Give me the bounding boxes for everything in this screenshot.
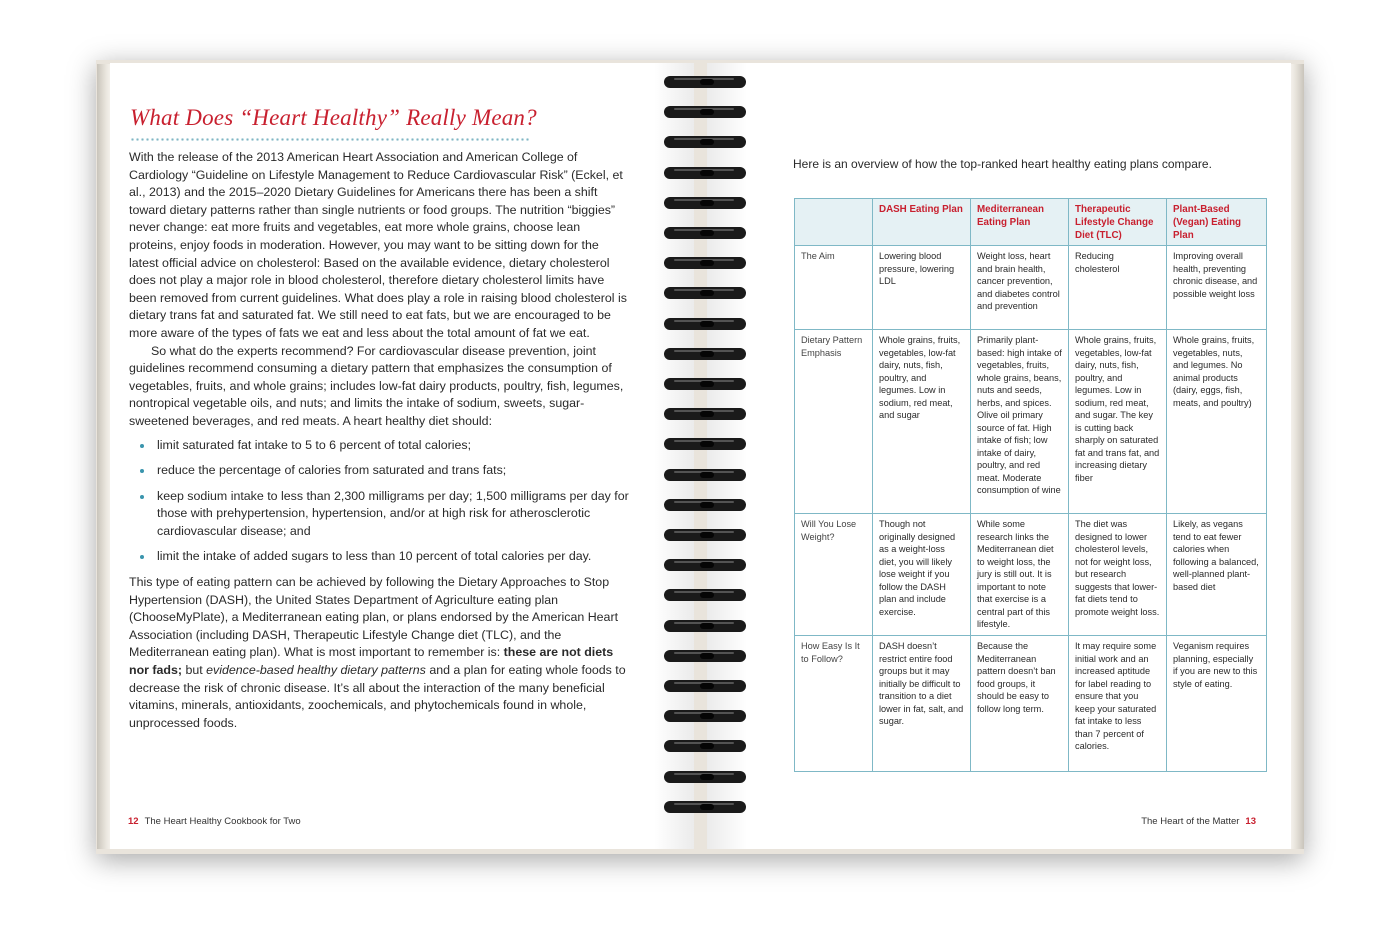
- spiral-coil: [658, 620, 750, 634]
- table-cell: DASH doesn’t restrict entire food groups but it may initially be difficult to transition to a diet lower in fat, salt, and sugar.: [873, 636, 971, 772]
- row-label: Will You Lose Weight?: [795, 514, 873, 636]
- table-cell: Likely, as vegans tend to eat fewer calories when following a balanced, well-planned plant-based diet: [1167, 514, 1267, 636]
- table-cell: Lowering blood pressure, lowering LDL: [873, 246, 971, 330]
- bullet-list: [129, 437, 629, 567]
- list-item-text: keep sodium intake to less than 2,300 milligrams per day; 1,500 milligrams per day for those with prehypertension, hypertension, and/or at high risk for atherosclerotic cardiovascular disease; and: [157, 488, 629, 538]
- bullet-icon: [140, 495, 144, 499]
- book-title: The Heart Healthy Cookbook for Two: [144, 816, 301, 827]
- left-page: [110, 63, 694, 849]
- spiral-coil: [658, 318, 750, 332]
- bullet-icon: [140, 469, 144, 473]
- spiral-coil: [658, 589, 750, 603]
- body-text: [129, 149, 629, 732]
- spiral-coil: [658, 106, 750, 120]
- list-item: [129, 548, 629, 566]
- spiral-coil: [658, 197, 750, 211]
- paragraph-3-italic: evidence-based healthy dietary patterns: [206, 663, 426, 678]
- table-row: [795, 636, 1267, 772]
- spiral-coil: [658, 348, 750, 362]
- spiral-coil: [658, 529, 750, 543]
- list-item-text: limit the intake of added sugars to less than 10 percent of total calories per day.: [157, 549, 592, 564]
- spiral-coil: [658, 136, 750, 150]
- table-cell: Improving overall health, preventing chronic disease, and possible weight loss: [1167, 246, 1267, 330]
- spiral-binding-icon: [654, 76, 754, 836]
- folio-right: [1141, 816, 1256, 827]
- table-cell: Though not originally designed as a weight-loss diet, you will likely lose weight if you follow the DASH plan and include exercise.: [873, 514, 971, 636]
- table-header-tlc: Therapeutic Lifestyle Change Diet (TLC): [1069, 199, 1167, 246]
- list-item: [129, 462, 629, 480]
- spiral-coil: [658, 469, 750, 483]
- paragraph-1: With the release of the 2013 American Heart Association and American College of Cardiology “Guideline on Lifestyle Management to Reduce Cardiovascular Risk” (Eckel, et al., 2013) and the 2015–2020 Dietary Guidelines for Americans there has been a shift toward dietary patterns rather than single nutrients or food groups. The nutrition “biggies” never change: eat more fruits and vegetables, eat more whole grains, choose lean proteins, enjoy foods in moderation. However, you may want to be sitting down for the latest official advice on cholesterol: Based on the available evidence, dietary cholesterol does not play a major role in blood cholesterol, therefore dietary cholesterol limits have been removed from current guidelines. What does play a role in raising blood cholesterol is dietary trans fat and saturated fat. We still need to eat fats, but we are encouraged to be more aware of the types of fats we eat and less about the total amount of fat we eat.: [129, 150, 627, 340]
- spiral-coil: [658, 801, 750, 815]
- spiral-coil: [658, 438, 750, 452]
- spiral-coil: [658, 408, 750, 422]
- table-row: [795, 330, 1267, 514]
- table-header-dash: DASH Eating Plan: [873, 199, 971, 246]
- table-cell: Primarily plant-based: high intake of vegetables, fruits, whole grains, beans, nuts and seeds, herbs, and spices. Olive oil primary source of fat. High intake of fish; low intake of dairy, poultry, and red meat. Moderate consumption of wine: [971, 330, 1069, 514]
- list-item: [129, 437, 629, 455]
- spiral-coil: [658, 76, 750, 90]
- spiral-coil: [658, 740, 750, 754]
- table-cell: Because the Mediterranean pattern doesn’t ban food groups, it should be easy to follow long term.: [971, 636, 1069, 772]
- table-cell: Whole grains, fruits, vegetables, low-fat dairy, nuts, fish, poultry, and legumes. Low in sodium, red meat, and sugar. The key is cutting back sharply on saturated fat and trans fat, and increasing dietary fiber: [1069, 330, 1167, 514]
- spiral-coil: [658, 559, 750, 573]
- table-header-mediterranean: Mediterranean Eating Plan: [971, 199, 1069, 246]
- table-cell: Whole grains, fruits, vegetables, nuts, and legumes. No animal products (dairy, eggs, fish, meats, and poultry): [1167, 330, 1267, 514]
- row-label: Dietary Pattern Emphasis: [795, 330, 873, 514]
- right-page: [707, 63, 1291, 849]
- title-dotted-rule: [130, 137, 530, 142]
- spiral-coil: [658, 771, 750, 785]
- paragraph-3: [129, 574, 629, 732]
- spiral-coil: [658, 710, 750, 724]
- list-item: [129, 488, 629, 541]
- table-cell: While some research links the Mediterranean diet to weight loss, the jury is still out. It is important to note that exercise is a central part of this lifestyle.: [971, 514, 1069, 636]
- table-header-corner: [795, 199, 873, 246]
- table-header-plant-based: Plant-Based (Vegan) Eating Plan: [1167, 199, 1267, 246]
- bullet-icon: [140, 555, 144, 559]
- table-row: [795, 246, 1267, 330]
- table-row: [795, 514, 1267, 636]
- chapter-title: The Heart of the Matter: [1141, 816, 1240, 827]
- table-cell: Whole grains, fruits, vegetables, low-fat dairy, nuts, fish, poultry, and legumes. Low in sodium, red meat, and sugar: [873, 330, 971, 514]
- row-label: The Aim: [795, 246, 873, 330]
- right-page-edge: [1290, 64, 1304, 849]
- paragraph-3-part: and a plan for eating whole foods to decrease the risk of chronic disease. It’s all about the interaction of the many beneficial vitamins, minerals, antioxidants, zoochemicals, and phytochemicals found in whole, unprocessed foods.: [129, 663, 626, 730]
- table-header-row: [795, 199, 1267, 246]
- left-page-edge: [97, 64, 111, 849]
- page-number: 13: [1245, 816, 1256, 827]
- paragraph-3-part: but: [182, 663, 207, 678]
- spiral-coil: [658, 378, 750, 392]
- page-title: What Does “Heart Healthy” Really Mean?: [130, 105, 537, 130]
- paragraph-2: So what do the experts recommend? For cardiovascular disease prevention, joint guidelines recommend consuming a dietary pattern that emphasizes the consumption of vegetables, fruits, and whole grains; includes low-fat dairy products, poultry, fish, legumes, nontropical vegetable oils, and nuts; and limits the intake of sodium, sweets, sugar-sweetened beverages, and red meats. A heart healthy diet should:: [129, 343, 624, 428]
- table-intro: Here is an overview of how the top-ranked heart healthy eating plans compare.: [793, 157, 1212, 171]
- table-cell: It may require some initial work and an increased aptitude for label reading to ensure that you keep your saturated fat intake to less than 7 percent of calories.: [1069, 636, 1167, 772]
- paragraph-3-part: This type of eating pattern can be achieved by following the Dietary Approaches to Stop Hypertension (DASH), the United States Department of Agriculture eating plan (ChooseMyPlate), a Mediterranean eating plan, or plans endorsed by the American Heart Association (including DASH, Therapeutic Lifestyle Change diet (TLC), and the Mediterranean eating plan). What is most important to remember is:: [129, 575, 619, 660]
- bullet-icon: [140, 444, 144, 448]
- page-number: 12: [128, 816, 139, 827]
- spiral-coil: [658, 287, 750, 301]
- paragraph-3-bold: these are not diets nor fads;: [129, 645, 614, 678]
- spiral-coil: [658, 499, 750, 513]
- table-cell: Veganism requires planning, especially if you are new to this style of eating.: [1167, 636, 1267, 772]
- folio-left: [128, 816, 301, 827]
- spiral-coil: [658, 680, 750, 694]
- spiral-coil: [658, 167, 750, 181]
- list-item-text: reduce the percentage of calories from saturated and trans fats;: [157, 463, 507, 478]
- spiral-coil: [658, 257, 750, 271]
- spiral-coil: [658, 227, 750, 241]
- table-cell: The diet was designed to lower cholesterol levels, not for weight loss, but research suggests that lower-fat diets tend to promote weight loss.: [1069, 514, 1167, 636]
- table-cell: Weight loss, heart and brain health, cancer prevention, and diabetes control and prevention: [971, 246, 1069, 330]
- row-label: How Easy Is It to Follow?: [795, 636, 873, 772]
- comparison-table: [794, 198, 1267, 772]
- list-item-text: limit saturated fat intake to 5 to 6 percent of total calories;: [157, 437, 472, 452]
- table-cell: Reducing cholesterol: [1069, 246, 1167, 330]
- spiral-coil: [658, 650, 750, 664]
